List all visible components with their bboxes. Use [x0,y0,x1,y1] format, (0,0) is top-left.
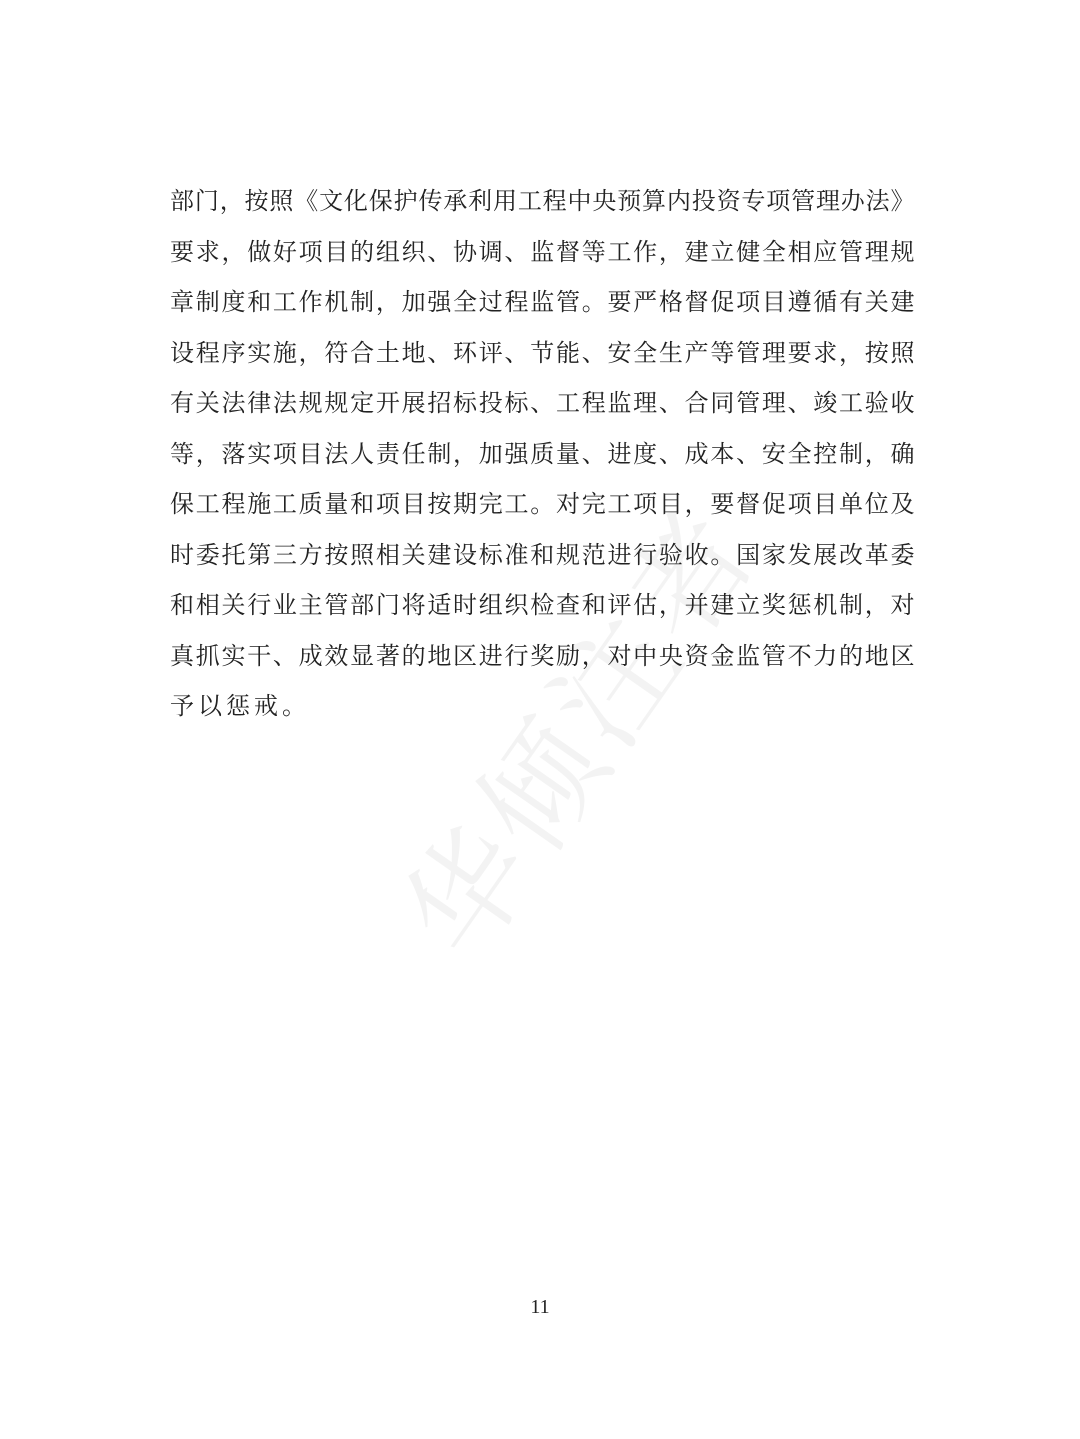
body-paragraph [170,176,915,732]
text-line: 真抓实干、成效显著的地区进行奖励，对中央资金监管不力的地区 [170,641,915,670]
text-line: 章制度和工作机制，加强全过程监管。要严格督促项目遵循有关建 [170,288,915,316]
text-line: 等，落实项目法人责任制，加强质量、进度、成本、安全控制，确 [170,439,915,468]
text-line: 和相关行业主管部门将适时组织检查和评估，并建立奖惩机制，对 [170,591,915,619]
text-line: 有关法律法规规定开展招标投标、工程监理、合同管理、竣工验收 [170,389,915,417]
page-number: 11 [530,1296,550,1318]
text-line: 时委托第三方按照相关建设标准和规范进行验收。国家发展改革委 [170,540,915,569]
text-line: 部门，按照《文化保护传承利用工程中央预算内投资专项管理办法》 [170,187,915,215]
text-line: 设程序实施，符合土地、环评、节能、安全生产等管理要求，按照 [170,338,915,367]
text-line: 予以惩戒。 [170,692,310,720]
text-line: 保工程施工质量和项目按期完工。对完工项目，要督促项目单位及 [170,490,915,518]
text-line: 要求，做好项目的组织、协调、监督等工作，建立健全相应管理规 [170,237,915,266]
